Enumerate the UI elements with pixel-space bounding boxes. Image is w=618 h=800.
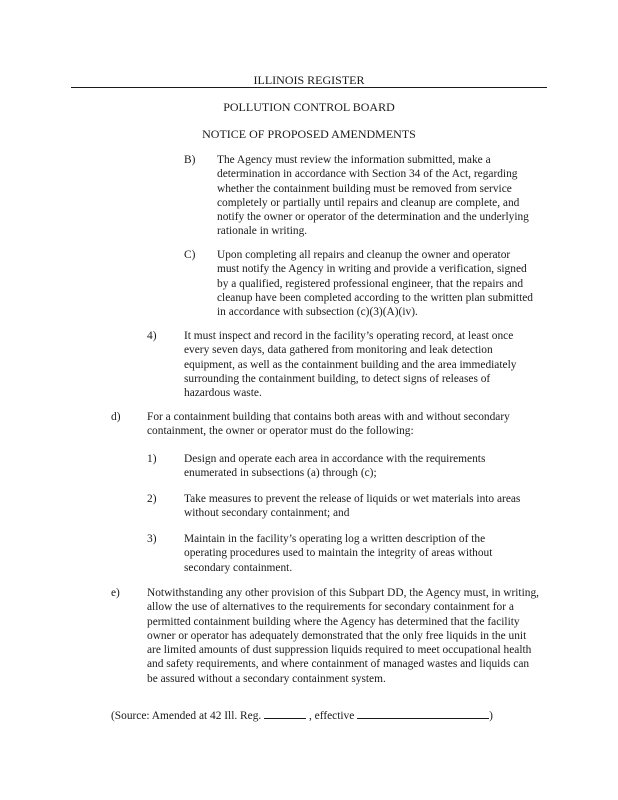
paragraph-text: Upon completing all repairs and cleanup the owner and operator must notify the Agency in writing and provide a verification, signed by a qualified, registered professional engineer, that the repairs and cleanup have been completed according to the written plan submitted in accordance with subsection (c)(3)(A)(iv). — [217, 249, 533, 319]
source-prefix: (Source: Amended at 42 Ill. Reg. — [111, 710, 262, 722]
effective-date-blank — [357, 707, 489, 719]
paragraph-label: e) — [111, 587, 120, 599]
paragraph-text: Notwithstanding any other provision of this Subpart DD, the Agency must, in writing, allow the use of alternatives to the requirements for secondary containment for a permitted containment building where the Agency has determined that the facility owner or operator has adequately demonstrated that the only free liquids in the unit are limited amounts of dust suppression liquids required to meet occupational health and safety requirements, and where containment of managed wastes and liquids can be assured without a secondary containment system. — [147, 587, 539, 685]
board-name: POLLUTION CONTROL BOARD — [223, 100, 395, 114]
paragraph-text: It must inspect and record in the facility’s operating record, at least once every seven days, data gathered from monitoring and leak detection equipment, as well as the containment building and the area immediately surrounding the containment building, to detect signs of releases of hazardous waste. — [184, 330, 517, 400]
header-rule — [71, 87, 547, 88]
register-title: ILLINOIS REGISTER — [253, 73, 365, 87]
source-suffix: ) — [489, 710, 493, 722]
paragraph-label: C) — [184, 249, 196, 261]
paragraph-label: 1) — [147, 453, 157, 465]
paragraph-text: Design and operate each area in accordance with the requirements enumerated in subsections (a) through (c); — [184, 453, 486, 480]
paragraph-label: B) — [184, 154, 196, 166]
source-note — [111, 707, 551, 723]
paragraph-text: Maintain in the facility’s operating log a written description of the operating procedures used to maintain the integrity of areas without secondary containment. — [184, 533, 493, 574]
paragraph-text: For a containment building that contains both areas with and without secondary containment, the owner or operator must do the following: — [147, 411, 510, 438]
paragraph-label: 2) — [147, 493, 157, 505]
paragraph-text: The Agency must review the information submitted, make a determination in accordance with Section 34 of the Act, regarding whether the containment building must be removed from service completely or partially until repairs and cleanup are complete, and notify the owner or operator of the determination and the underlying rationale in writing. — [217, 154, 529, 238]
source-middle: , effective — [308, 710, 355, 722]
paragraph-label: 3) — [147, 533, 157, 545]
paragraph-label: 4) — [147, 330, 157, 342]
paragraph-label: d) — [111, 411, 121, 423]
register-page-blank — [264, 707, 306, 719]
notice-title: NOTICE OF PROPOSED AMENDMENTS — [202, 127, 416, 141]
paragraph-text: Take measures to prevent the release of liquids or wet materials into areas without secondary containment; and — [184, 493, 521, 520]
